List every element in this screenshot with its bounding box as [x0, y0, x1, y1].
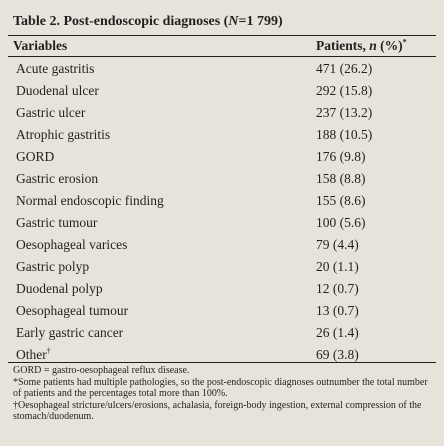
- header-rule: [8, 56, 436, 57]
- row-value: 158 (8.8): [316, 171, 366, 186]
- footnote: *Some patients had multiple pathologies, so the post-endoscopic diagnoses outnumber the total number of patients and the percentages total more than 100%.: [13, 376, 428, 399]
- row-name: Oesophageal varices: [16, 237, 128, 252]
- row-value: 155 (8.6): [316, 193, 366, 208]
- row-name: Gastric erosion: [16, 171, 99, 186]
- table-title: [13, 14, 283, 30]
- row-value: 471 (26.2): [316, 61, 373, 76]
- row-value: 292 (15.8): [316, 83, 373, 98]
- table-row: [0, 212, 444, 234]
- table-row: [0, 278, 444, 300]
- table-row: [0, 300, 444, 322]
- row-name: Duodenal polyp: [16, 281, 103, 296]
- row-value: 26 (1.4): [316, 325, 359, 340]
- table-footnotes: [13, 365, 438, 423]
- row-value: 188 (10.5): [316, 127, 373, 142]
- row-value: 176 (9.8): [316, 149, 366, 164]
- row-name: Gastric tumour: [16, 215, 98, 230]
- header-patients-n: n: [369, 38, 377, 53]
- row-name: Acute gastritis: [16, 61, 95, 76]
- row-value: 100 (5.6): [316, 215, 366, 230]
- table-header: [13, 37, 436, 55]
- row-name: Oesophageal tumour: [16, 303, 129, 318]
- table-row: [0, 80, 444, 102]
- header-patients-suffix: (%): [376, 38, 403, 53]
- footnote: †Oesophageal stricture/ulcers/erosions, achalasia, foreign-body ingestion, external compression of the stomach/duodenum.: [13, 399, 422, 422]
- footnote: GORD = gastro-oesophageal reflux disease.: [13, 365, 190, 376]
- table-row: [0, 146, 444, 168]
- row-value: 13 (0.7): [316, 303, 359, 318]
- row-name: Atrophic gastritis: [16, 127, 111, 142]
- header-patients-prefix: Patients,: [316, 38, 370, 53]
- table-row: [0, 256, 444, 278]
- row-name: GORD: [16, 149, 55, 164]
- row-value: 20 (1.1): [316, 259, 359, 274]
- row-value: 12 (0.7): [316, 281, 359, 296]
- table-row: [0, 58, 444, 80]
- top-rule: [8, 35, 436, 36]
- row-value: 79 (4.4): [316, 237, 359, 252]
- header-patients-mark: *: [402, 37, 407, 47]
- row-name: Normal endoscopic finding: [16, 193, 164, 208]
- title-suffix: =1 799): [238, 14, 283, 29]
- title-n: N: [228, 14, 239, 29]
- table-row: [0, 322, 444, 344]
- bottom-rule: [8, 362, 436, 363]
- row-name-text: Other: [16, 347, 47, 362]
- table-row: [0, 102, 444, 124]
- row-footnote-mark: †: [46, 346, 51, 356]
- table-row: [0, 124, 444, 146]
- header-variables: Variables: [13, 38, 68, 53]
- header-patients: [316, 37, 407, 55]
- row-name: Early gastric cancer: [16, 325, 124, 340]
- table-row: [0, 190, 444, 212]
- row-name: Gastric ulcer: [16, 105, 86, 120]
- row-name: Duodenal ulcer: [16, 83, 99, 98]
- row-name: Gastric polyp: [16, 259, 90, 274]
- title-prefix: Table 2. Post-endoscopic diagnoses (: [13, 14, 229, 29]
- table-row: [0, 168, 444, 190]
- row-value: 69 (3.8): [316, 347, 359, 362]
- row-value: 237 (13.2): [316, 105, 373, 120]
- table-row: [0, 234, 444, 256]
